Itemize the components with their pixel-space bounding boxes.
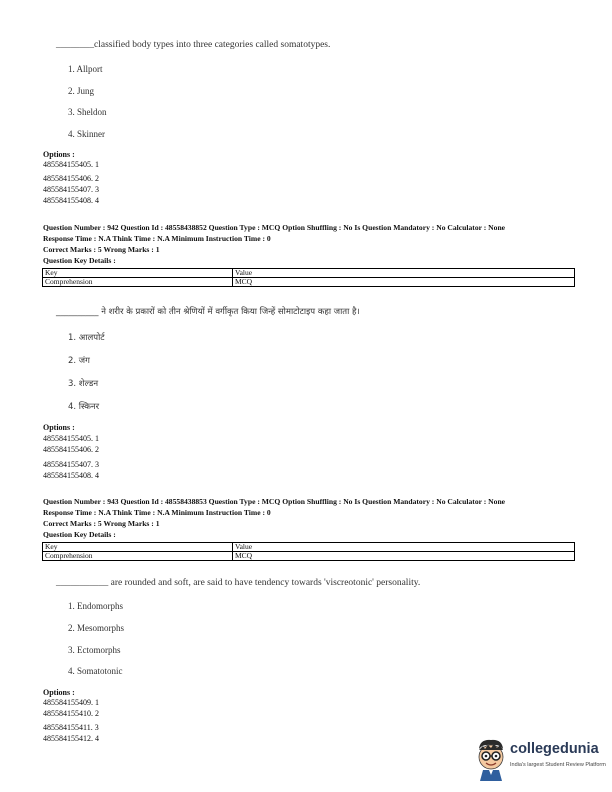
option-id: 485584155407. 3 [43, 185, 99, 194]
table-cell: MCQ [233, 552, 575, 561]
table-cell: Comprehension [43, 278, 233, 287]
meta-line: Correct Marks : 5 Wrong Marks : 1 [43, 519, 160, 528]
table-header-value: Value [233, 269, 575, 278]
option-4: 4. Somatotonic [68, 666, 123, 676]
option-id: 485584155405. 1 [43, 434, 99, 443]
option-id: 485584155409. 1 [43, 698, 99, 707]
table-cell: MCQ [233, 278, 575, 287]
table-row [43, 552, 575, 561]
options-label: Options : [43, 423, 75, 432]
logo-tagline: India's largest Student Review Platform [510, 762, 606, 768]
options-label: Options : [43, 150, 75, 159]
mascot-icon [474, 737, 508, 781]
question-key-table [42, 542, 575, 561]
meta-line: Correct Marks : 5 Wrong Marks : 1 [43, 245, 160, 254]
table-cell: Comprehension [43, 552, 233, 561]
option-3: 3. Ectomorphs [68, 645, 121, 655]
question-key-table [42, 268, 575, 287]
meta-line: Question Key Details : [43, 256, 116, 265]
table-header-key: Key [43, 543, 233, 552]
logo-wordmark: collegedunia [510, 741, 599, 757]
option-id: 485584155411. 3 [43, 723, 99, 732]
option-4: 4. Skinner [68, 129, 105, 139]
option-2: 2. Mesomorphs [68, 623, 124, 633]
table-row [43, 543, 575, 552]
option-id: 485584155412. 4 [43, 734, 99, 743]
question-meta [43, 496, 505, 540]
meta-line: Response Time : N.A Think Time : N.A Minimum Instruction Time : 0 [43, 234, 271, 243]
question-text: __________ ने शरीर के प्रकारों को तीन श्रेणियों में वर्गीकृत किया जिन्हें सोमाटोटाइप कहा जाता है। [56, 307, 360, 317]
table-header-key: Key [43, 269, 233, 278]
option-id: 485584155410. 2 [43, 709, 99, 718]
option-id: 485584155408. 4 [43, 471, 99, 480]
question-text: ________classified body types into three categories called somatotypes. [56, 40, 331, 50]
option-1: 1. Endomorphs [68, 601, 123, 611]
meta-line: Question Number : 942 Question Id : 48558438852 Question Type : MCQ Option Shuffling : No Is Question Mandatory : No Calculator : None [43, 223, 506, 232]
option-2: 2. जंग [68, 356, 90, 366]
option-id: 485584155408. 4 [43, 196, 99, 205]
meta-line: Question Key Details : [43, 530, 116, 539]
option-2: 2. Jung [68, 86, 95, 96]
option-3: 3. शेल्डन [68, 379, 99, 389]
question-meta [43, 222, 505, 266]
table-row [43, 278, 575, 287]
option-id: 485584155406. 2 [43, 174, 99, 183]
table-row [43, 269, 575, 278]
option-id: 485584155405. 1 [43, 160, 99, 169]
table-header-value: Value [233, 543, 575, 552]
option-1: 1. आलपोर्ट [68, 333, 105, 343]
option-4: 4. स्किनर [68, 402, 100, 412]
collegedunia-logo [474, 737, 609, 781]
options-label: Options : [43, 688, 75, 697]
question-text: ___________ are rounded and soft, are said to have tendency towards 'viscreotonic' personality. [56, 578, 421, 588]
meta-line: Question Number : 943 Question Id : 48558438853 Question Type : MCQ Option Shuffling : No Is Question Mandatory : No Calculator : None [43, 497, 506, 506]
option-id: 485584155407. 3 [43, 460, 99, 469]
option-id: 485584155406. 2 [43, 445, 99, 454]
meta-line: Response Time : N.A Think Time : N.A Minimum Instruction Time : 0 [43, 508, 271, 517]
option-3: 3. Sheldon [68, 107, 107, 117]
option-1: 1. Allport [68, 64, 103, 74]
